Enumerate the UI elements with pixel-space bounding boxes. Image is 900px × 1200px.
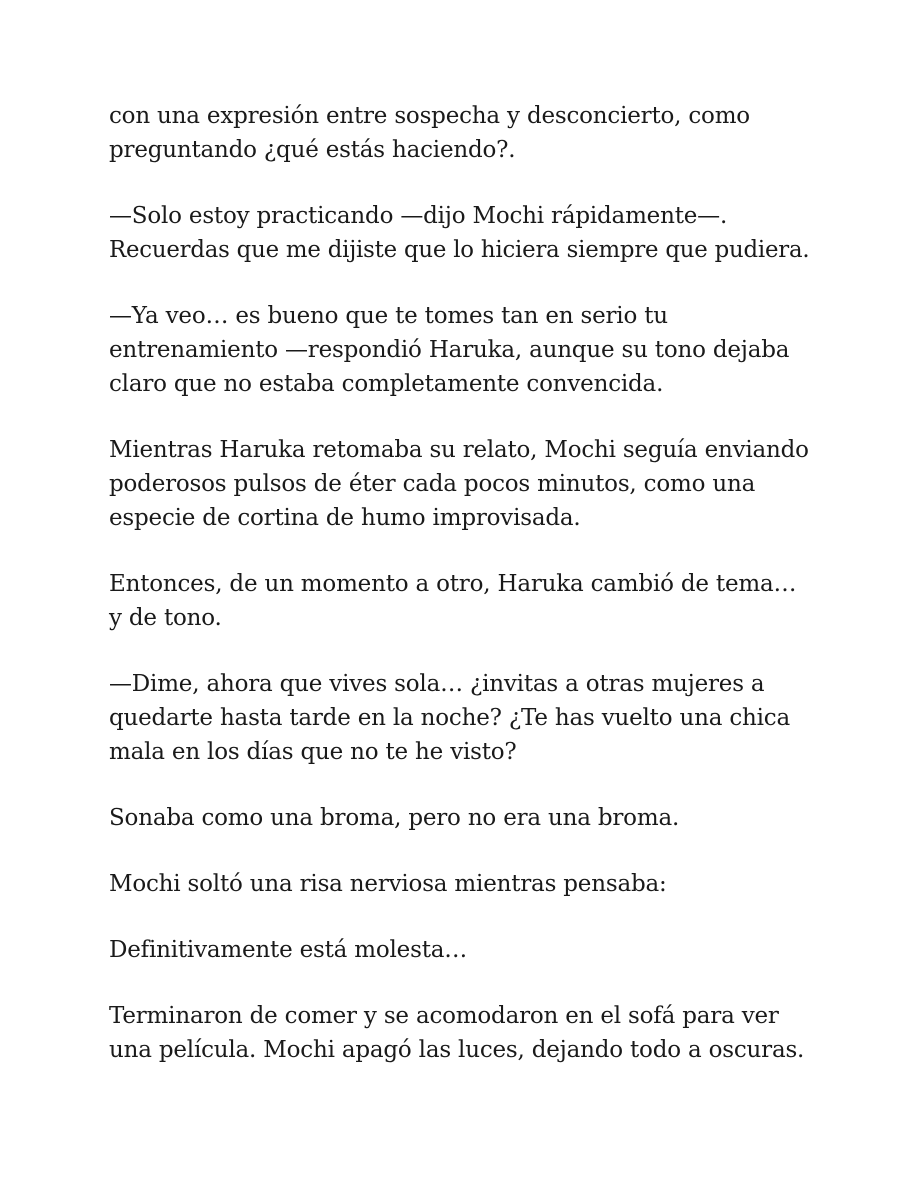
text-line: entrenamiento —respondió Haruka, aunque su tono dejaba [109,337,790,363]
paragraph [109,299,809,401]
paragraph [109,433,809,535]
text-line: mala en los días que no te he visto? [109,739,517,765]
paragraph [109,199,809,267]
paragraph [109,567,809,635]
text-line: Definitivamente está molesta… [109,937,468,963]
text-line: Recuerdas que me dijiste que lo hiciera siempre que pudiera. [109,237,810,263]
paragraph [109,933,809,967]
text-line: especie de cortina de humo improvisada. [109,505,581,531]
paragraph [109,99,809,167]
text-line: con una expresión entre sospecha y desconcierto, como [109,103,750,129]
text-line: Terminaron de comer y se acomodaron en el sofá para ver [109,1003,779,1029]
document-page [109,99,809,1099]
text-line: poderosos pulsos de éter cada pocos minutos, como una [109,471,756,497]
text-line: y de tono. [109,605,222,631]
paragraph [109,667,809,769]
text-line: Entonces, de un momento a otro, Haruka cambió de tema… [109,571,797,597]
text-line: —Solo estoy practicando —dijo Mochi rápidamente—. [109,203,728,229]
paragraph [109,999,809,1067]
text-line: —Ya veo… es bueno que te tomes tan en serio tu [109,303,668,329]
text-line: —Dime, ahora que vives sola… ¿invitas a otras mujeres a [109,671,765,697]
text-line: claro que no estaba completamente convencida. [109,371,664,397]
paragraph [109,801,809,835]
text-line: una película. Mochi apagó las luces, dejando todo a oscuras. [109,1037,805,1063]
text-line: Mochi soltó una risa nerviosa mientras pensaba: [109,871,667,897]
text-line: Mientras Haruka retomaba su relato, Mochi seguía enviando [109,437,809,463]
text-line: Sonaba como una broma, pero no era una broma. [109,805,680,831]
text-line: preguntando ¿qué estás haciendo?. [109,137,516,163]
paragraph [109,867,809,901]
text-line: quedarte hasta tarde en la noche? ¿Te has vuelto una chica [109,705,790,731]
